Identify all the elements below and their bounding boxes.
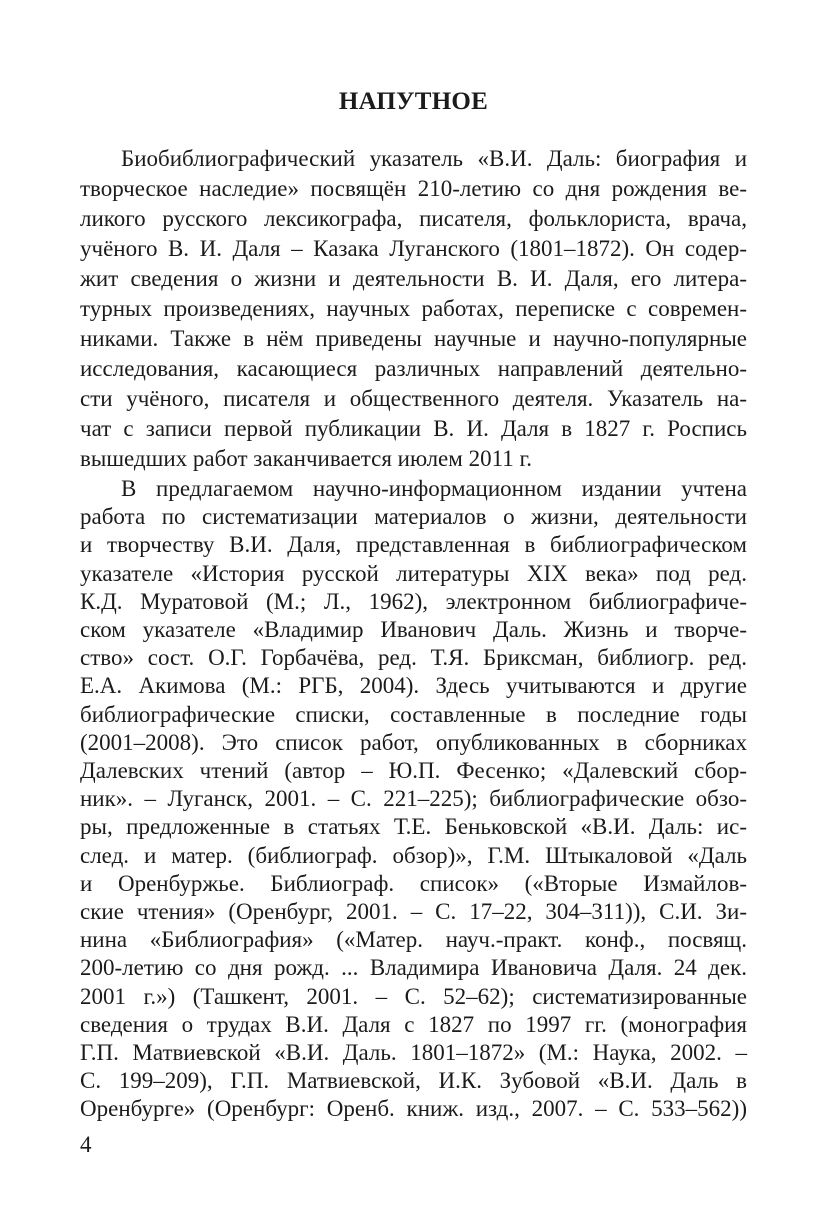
text-line: ликого русского лексикографа, писателя, фольклориста, врача, xyxy=(80,206,747,231)
text-line: Е.А. Акимова (М.: РГБ, 2004). Здесь учитываются и другие xyxy=(80,673,747,699)
text-line: Г.П. Матвиевской «В.И. Даль. 1801–1872» (М.: Наука, 2002. – xyxy=(80,1040,747,1065)
text-line: жит сведения о жизни и деятельности В. И. Даля, его литера- xyxy=(80,266,747,291)
text-line: ские чтения» (Оренбург, 2001. – С. 17–22, 304–311)), С.И. Зи- xyxy=(80,899,747,924)
text-line: указателе «История русской литературы XIX века» под ред. xyxy=(80,560,747,586)
text-line: К.Д. Муратовой (М.; Л., 1962), электронном библиографиче- xyxy=(80,588,747,614)
text-line: след. и матер. (библиограф. обзор)», Г.М. Штыкаловой «Даль xyxy=(80,842,747,868)
text-line: В предлагаемом научно-информационном издании учтена xyxy=(121,476,747,501)
text-line: турных произведениях, научных работах, переписке с современ- xyxy=(80,296,747,321)
text-line: ском указателе «Владимир Иванович Даль. Жизнь и творче- xyxy=(80,617,747,642)
text-line: С. 199–209), Г.П. Матвиевской, И.К. Зубовой «В.И. Даль в xyxy=(80,1068,747,1094)
page-title: НАПУТНОЕ xyxy=(338,88,489,115)
text-line: Оренбурге» (Оренбург: Оренб. книж. изд., 2007. – С. 533–562)) xyxy=(80,1096,747,1122)
text-line: 2001 г.») (Ташкент, 2001. – С. 52–62); систематизированные xyxy=(80,983,747,1009)
text-line: Биобиблиографический указатель «В.И. Даль: биография и xyxy=(121,146,747,171)
text-line: и творчеству В.И. Даля, представленная в библиографическом xyxy=(80,532,747,558)
text-line: нина «Библиография» («Матер. науч.-практ. конф., посвящ. xyxy=(80,927,747,953)
text-line: исследования, касающиеся различных направлений деятельно- xyxy=(80,356,747,381)
text-line: ник». – Луганск, 2001. – С. 221–225); библиографические обзо- xyxy=(80,786,747,812)
text-line: творческое наследие» посвящён 210-летию со дня рождения ве- xyxy=(80,176,747,201)
text-line: никами. Также в нём приведены научные и научно-популярные xyxy=(80,326,747,351)
text-line: сти учёного, писателя и общественного деятеля. Указатель на- xyxy=(80,386,747,411)
text-line: (2001–2008). Это список работ, опубликованных в сборниках xyxy=(80,729,747,755)
text-line: сведения о трудах В.И. Даля с 1827 по 1997 гг. (монография xyxy=(80,1011,747,1037)
text-line: 200-летию со дня рожд. ... Владимира Ивановича Даля. 24 дек. xyxy=(80,955,747,981)
text-line: библиографические списки, составленные в последние годы xyxy=(80,701,747,727)
text-line: учёного В. И. Даля – Казака Луганского (1801–1872). Он содер- xyxy=(80,236,747,261)
page-number: 4 xyxy=(80,1132,92,1157)
text-line: ры, предложенные в статьях Т.Е. Беньковской «В.И. Даль: ис- xyxy=(80,814,747,840)
text-line: работа по систематизации материалов о жизни, деятельности xyxy=(80,504,747,530)
text-line: чат с записи первой публикации В. И. Даля в 1827 г. Роспись xyxy=(80,416,747,441)
text-line: вышедших работ заканчивается июлем 2011 г. xyxy=(80,446,533,471)
text-line: ство» сост. О.Г. Горбачёва, ред. Т.Я. Бриксман, библиогр. ред. xyxy=(80,645,747,671)
text-line: Далевских чтений (автор – Ю.П. Фесенко; «Далевский сбор- xyxy=(80,758,747,783)
text-line: и Оренбуржье. Библиограф. список» («Вторые Измайлов- xyxy=(80,870,747,896)
